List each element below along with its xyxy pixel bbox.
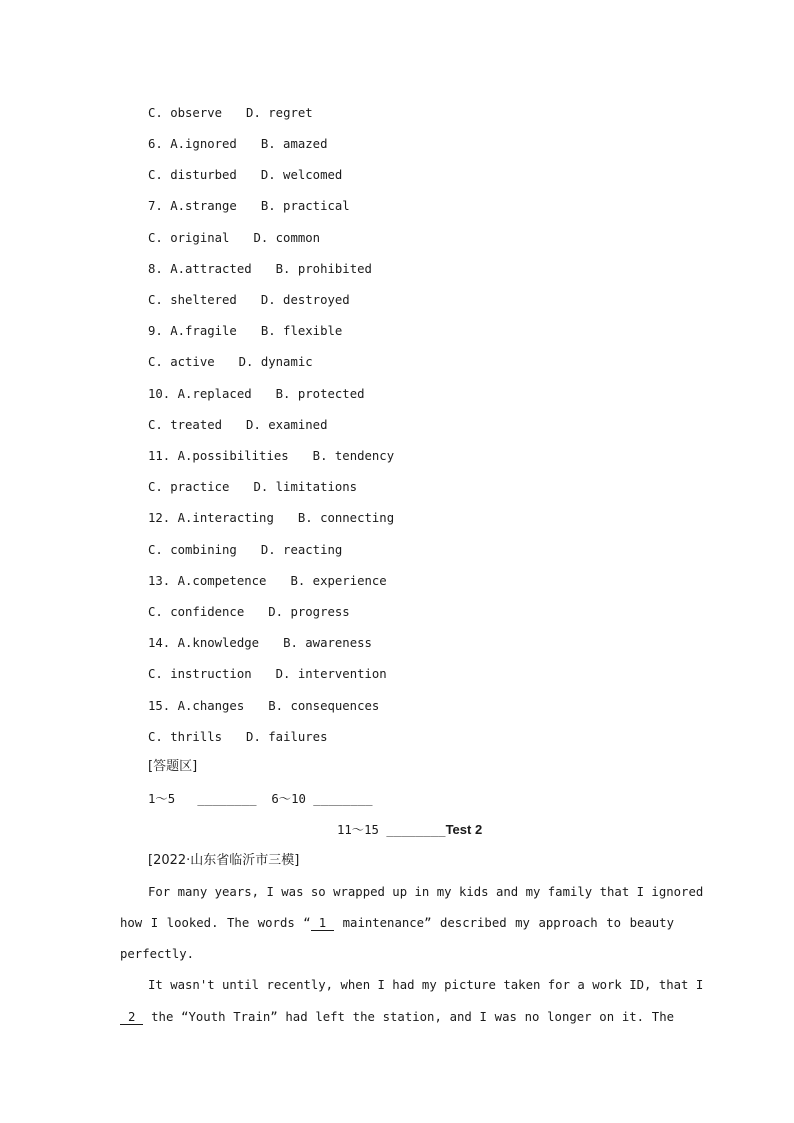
option-line <box>148 729 327 745</box>
option-line <box>148 417 327 433</box>
option-b: D. common <box>253 231 321 245</box>
passage-line <box>120 939 674 970</box>
option-line <box>148 479 357 495</box>
option-b: B. connecting <box>297 511 395 525</box>
option-line <box>148 448 394 464</box>
option-line <box>148 635 372 651</box>
option-a: 15. A.changes <box>148 699 245 713</box>
passage-line <box>120 877 704 908</box>
passage-text: For many years, I was so wrapped up in my kids and my family that I ignored <box>148 885 704 899</box>
option-line <box>148 261 372 277</box>
option-line <box>148 354 313 370</box>
option-a: C. practice <box>148 480 230 494</box>
option-a: C. treated <box>148 418 223 432</box>
answer-range: 11～15 <box>337 823 379 837</box>
option-b: D. dynamic <box>238 355 313 369</box>
passage-line <box>120 1002 674 1033</box>
option-b: B. prohibited <box>275 262 372 276</box>
option-b: D. regret <box>246 106 313 120</box>
option-line <box>148 105 313 121</box>
option-a: 10. A.replaced <box>148 387 252 401</box>
option-line <box>148 698 379 714</box>
option-line <box>148 510 394 526</box>
option-a: 14. A.knowledge <box>148 636 260 650</box>
answer-blank[interactable]: ________ <box>386 823 446 837</box>
option-a: 12. A.interacting <box>148 511 274 525</box>
test-source: [2022·山东省临沂市三模] <box>148 853 300 868</box>
option-a: C. instruction <box>148 667 252 681</box>
option-b: D. examined <box>246 418 328 432</box>
option-a: C. sheltered <box>148 293 237 307</box>
answer-range: 6～10 <box>271 792 306 806</box>
option-line <box>148 666 387 682</box>
option-b: D. failures <box>246 730 328 744</box>
option-b: D. progress <box>268 605 350 619</box>
passage-line <box>120 908 674 939</box>
passage-text: how I looked. The words “ <box>120 916 311 930</box>
option-b: D. intervention <box>275 667 387 681</box>
option-a: 6. A.ignored <box>148 137 237 151</box>
option-b: B. tendency <box>312 449 395 463</box>
blank-1: 1 <box>311 916 334 931</box>
option-line <box>148 573 387 589</box>
option-b: B. protected <box>275 387 365 401</box>
option-line <box>148 292 350 308</box>
passage-text: perfectly. <box>120 947 195 961</box>
option-b: B. amazed <box>260 137 328 151</box>
passage-text: It wasn't until recently, when I had my picture taken for a work ID, that I <box>148 978 704 992</box>
option-a: C. confidence <box>148 605 245 619</box>
passage-line <box>120 970 704 1001</box>
answer-range: 1～5 <box>148 792 176 806</box>
option-b: D. limitations <box>253 480 358 494</box>
option-b: B. experience <box>290 574 387 588</box>
option-b: D. welcomed <box>260 168 343 182</box>
option-a: C. thrills <box>148 730 223 744</box>
option-a: C. disturbed <box>148 168 237 182</box>
option-line <box>148 167 342 183</box>
option-a: C. observe <box>148 106 223 120</box>
option-a: C. combining <box>148 543 237 557</box>
test-title: Test 2 <box>445 822 483 837</box>
answer-area-label: [答题区] <box>148 759 198 774</box>
option-line <box>148 136 327 152</box>
answer-row <box>148 791 373 807</box>
answer-row <box>337 822 482 838</box>
option-a: C. original <box>148 231 230 245</box>
option-b: B. consequences <box>268 699 380 713</box>
option-line <box>148 604 350 620</box>
option-a: 7. A.strange <box>148 199 237 213</box>
option-a: 8. A.attracted <box>148 262 252 276</box>
option-b: B. practical <box>260 199 350 213</box>
option-a: C. active <box>148 355 215 369</box>
option-line <box>148 386 365 402</box>
option-line <box>148 198 350 214</box>
option-a: 13. A.competence <box>148 574 267 588</box>
option-b: B. awareness <box>283 636 372 650</box>
option-line <box>148 542 342 558</box>
blank-2: 2 <box>120 1010 143 1025</box>
option-b: D. reacting <box>260 543 343 557</box>
option-a: 11. A.possibilities <box>148 449 289 463</box>
option-line <box>148 323 342 339</box>
passage-text: maintenance” described my approach to beauty <box>334 916 674 930</box>
option-b: D. destroyed <box>260 293 350 307</box>
option-a: 9. A.fragile <box>148 324 237 338</box>
option-line <box>148 230 320 246</box>
answer-blank[interactable]: ________ <box>313 792 373 806</box>
passage-text: the “Youth Train” had left the station, and I was no longer on it. The <box>143 1010 674 1024</box>
option-b: B. flexible <box>260 324 343 338</box>
answer-blank[interactable]: ________ <box>197 792 257 806</box>
